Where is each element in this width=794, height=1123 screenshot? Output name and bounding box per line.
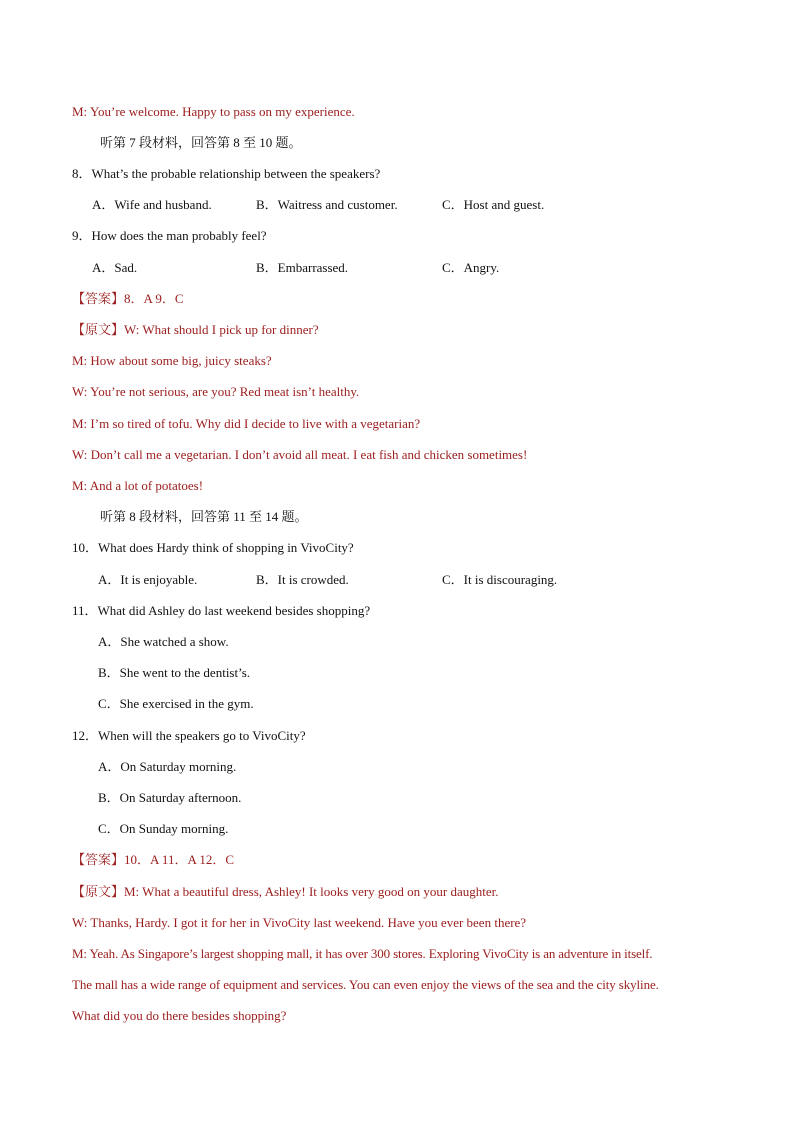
transcript-line: M: How about some big, juicy steaks?: [72, 353, 272, 368]
question-11-option-a: A．She watched a show.: [98, 634, 229, 649]
question-10-option-c: C．It is discouraging.: [442, 572, 558, 587]
section-instruction: 听第 8 段材料，回答第 11 至 14 题。: [100, 509, 308, 524]
transcript-line: W: Don’t call me a vegetarian. I don’t avoid all meat. I eat fish and chicken sometimes!: [72, 447, 528, 462]
transcript-line: M: You’re welcome. Happy to pass on my experience.: [72, 104, 355, 119]
transcript-line: W: Thanks, Hardy. I got it for her in VivoCity last weekend. Have you ever been there?: [72, 915, 527, 930]
section-instruction: 听第 7 段材料，回答第 8 至 10 题。: [100, 135, 302, 150]
question-11-option-b: B．She went to the dentist’s.: [98, 665, 251, 680]
question-12-option-a: A．On Saturday morning.: [98, 759, 237, 774]
question-8-option-c: C．Host and guest.: [442, 197, 545, 212]
question-9-option-b: B．Embarrassed.: [256, 260, 349, 275]
question-12-stem: 12．When will the speakers go to VivoCity?: [72, 728, 306, 743]
question-9-option-a: A．Sad.: [92, 260, 138, 275]
transcript-line: What did you do there besides shopping?: [72, 1008, 287, 1023]
transcript-line: M: I’m so tired of tofu. Why did I decide to live with a vegetarian?: [72, 416, 421, 431]
transcript-line: 【原文】M: What a beautiful dress, Ashley! It looks very good on your daughter.: [72, 884, 499, 899]
question-10-option-a: A．It is enjoyable.: [98, 572, 198, 587]
question-8-option-b: B．Waitress and customer.: [256, 197, 398, 212]
question-9-option-c: C．Angry.: [442, 260, 500, 275]
transcript-line: M: And a lot of potatoes!: [72, 478, 204, 493]
transcript-line: The mall has a wide range of equipment and services. You can even enjoy the views of the sea and the city skyline.: [72, 977, 659, 992]
question-9-stem: 9．How does the man probably feel?: [72, 228, 267, 243]
question-12-option-c: C．On Sunday morning.: [98, 821, 229, 836]
question-10-stem: 10．What does Hardy think of shopping in VivoCity?: [72, 540, 354, 555]
question-11-option-c: C．She exercised in the gym.: [98, 696, 254, 711]
question-8-option-a: A．Wife and husband.: [92, 197, 212, 212]
transcript-line: 【原文】W: What should I pick up for dinner?: [72, 322, 319, 337]
transcript-line: W: You’re not serious, are you? Red meat isn’t healthy.: [72, 384, 360, 399]
question-11-stem: 11．What did Ashley do last weekend besides shopping?: [72, 603, 371, 618]
transcript-line: M: Yeah. As Singapore’s largest shopping mall, it has over 300 stores. Exploring VivoCity is an adventure in itself.: [72, 946, 653, 961]
answer-key: 【答案】10．A 11．A 12．C: [72, 852, 235, 867]
question-8-stem: 8．What’s the probable relationship between the speakers?: [72, 166, 381, 181]
question-10-option-b: B．It is crowded.: [256, 572, 349, 587]
question-12-option-b: B．On Saturday afternoon.: [98, 790, 242, 805]
answer-key: 【答案】8．A 9．C: [72, 291, 184, 306]
